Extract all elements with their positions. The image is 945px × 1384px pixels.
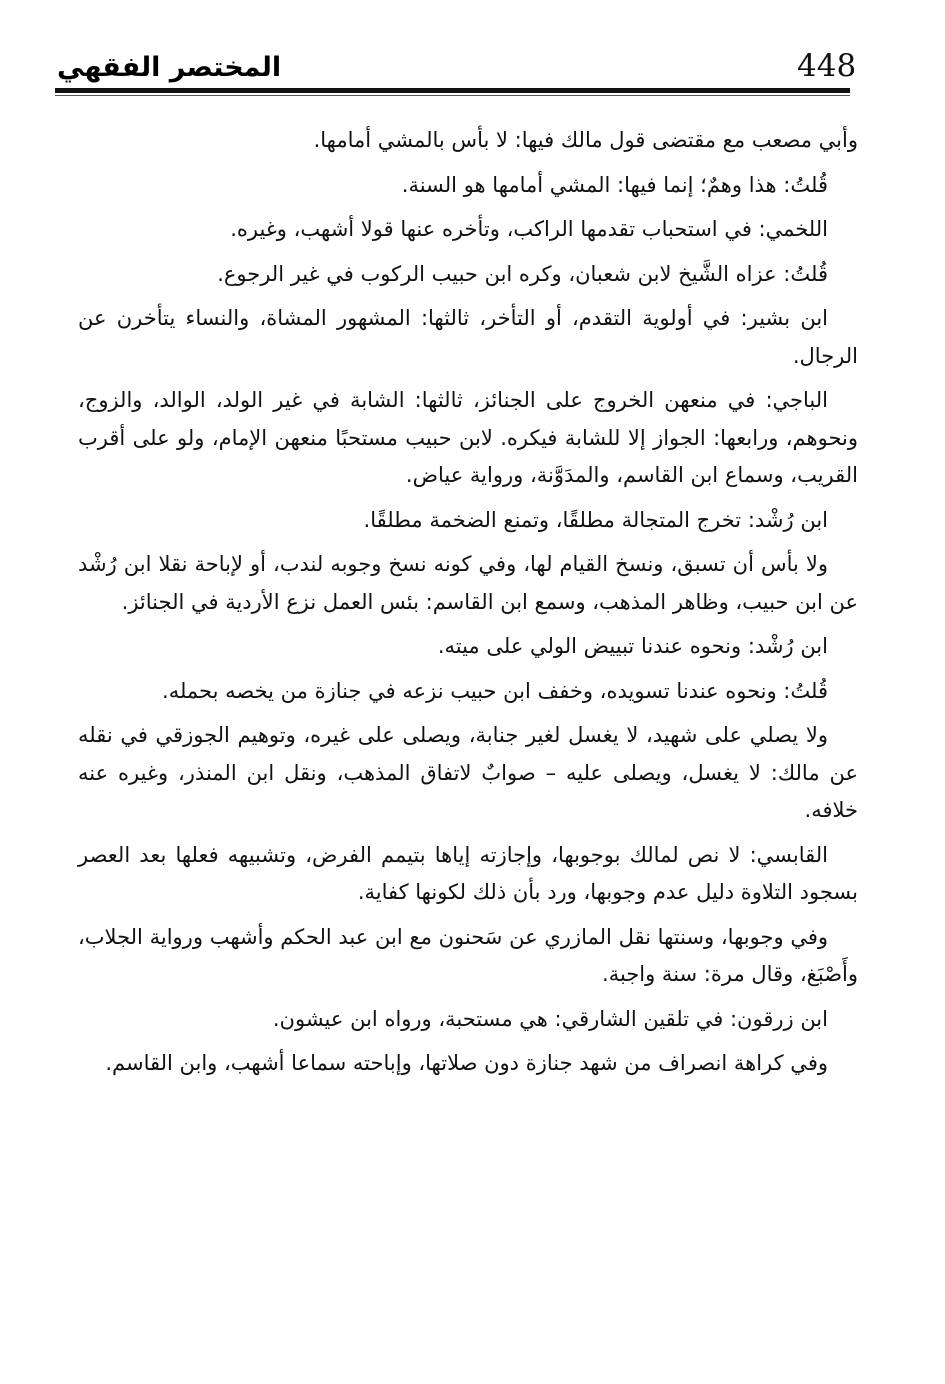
paragraph: ابن بشير: في أولوية التقدم، أو التأخر، ثالثها: المشهور المشاة، والنساء يتأخرن عن الرجال. — [78, 306, 858, 368]
paragraph: القابسي: لا نص لمالك بوجوبها، وإجازته إياها بتيمم الفرض، وتشبيهه فعلها بعد العصر بسجود التلاوة دليل عدم وجوبها، ورد بأن ذلك لكونها كفاية. — [78, 842, 858, 904]
header-rule-thin — [55, 95, 850, 96]
paragraph: الباجي: في منعهن الخروج على الجنائز، ثالثها: الشابة في غير الولد، الوالد، والزوج، ونحوهم، ورابعها: الجواز إلا للشابة فيكره. لابن حبيب مستحبًا منعهن الإمام، ولو على أقرب القريب، وسماع ابن القاسم، والمدَوَّنة، ورواية عياض. — [78, 388, 858, 487]
paragraph: ابن رُشْد: تخرج المتجالة مطلقًا، وتمنع الضخمة مطلقًا. — [363, 507, 828, 532]
paragraph: قُلتُ: عزاه الشَّيخ لابن شعبان، وكره ابن حبيب الركوب في غير الرجوع. — [217, 261, 828, 286]
header-rule — [55, 88, 850, 93]
paragraph: وفي وجوبها، وسنتها نقل المازري عن سَحنون مع ابن عبد الحكم وأشهب ورواية الجلاب، وأَصْبَغ، وقال مرة: سنة واجبة. — [78, 924, 858, 986]
page-header — [55, 42, 857, 98]
paragraph: ولا يصلي على شهيد، لا يغسل لغير جنابة، ويصلى على غيره، وتوهيم الجوزقي في نقله عن مالك: لا يغسل، ويصلى عليه – صوابٌ لاتفاق المذهب، ونقل ابن المنذر، وغيره عنه خلافه. — [78, 723, 858, 822]
body-text — [78, 122, 858, 1352]
page-number: 448 — [797, 48, 857, 84]
paragraph: وفي كراهة انصراف من شهد جنازة دون صلاتها، وإباحته سماعا أشهب، وابن القاسم. — [105, 1051, 828, 1075]
paragraph: ابن رُشْد: ونحوه عندنا تبييض الولي على ميته. — [437, 634, 828, 658]
paragraph: اللخمي: في استحباب تقدمها الراكب، وتأخره عنها قولا أشهب، وغيره. — [230, 217, 828, 241]
paragraph: قُلتُ: هذا وهمٌ؛ إنما فيها: المشي أمامها هو السنة. — [401, 172, 828, 197]
paragraph: ولا بأس أن تسبق، ونسخ القيام لها، وفي كونه نسخ وجوبه لندب، أو لإباحة نقلا ابن رُشْد عن ابن حبيب، وظاهر المذهب، وسمع ابن القاسم: بئس العمل نزع الأردية في الجنائز. — [78, 552, 858, 614]
book-title: المختصر الفقهي — [57, 52, 282, 83]
paragraph: وأبي مصعب مع مقتضى قول مالك فيها: لا بأس بالمشي أمامها. — [313, 128, 858, 152]
paragraph: ابن زرقون: في تلقين الشارقي: هي مستحبة، ورواه ابن عيشون. — [272, 1006, 828, 1031]
paragraph: قُلتُ: ونحوه عندنا تسويده، وخفف ابن حبيب نزعه في جنازة من يخصه بحمله. — [162, 678, 828, 703]
